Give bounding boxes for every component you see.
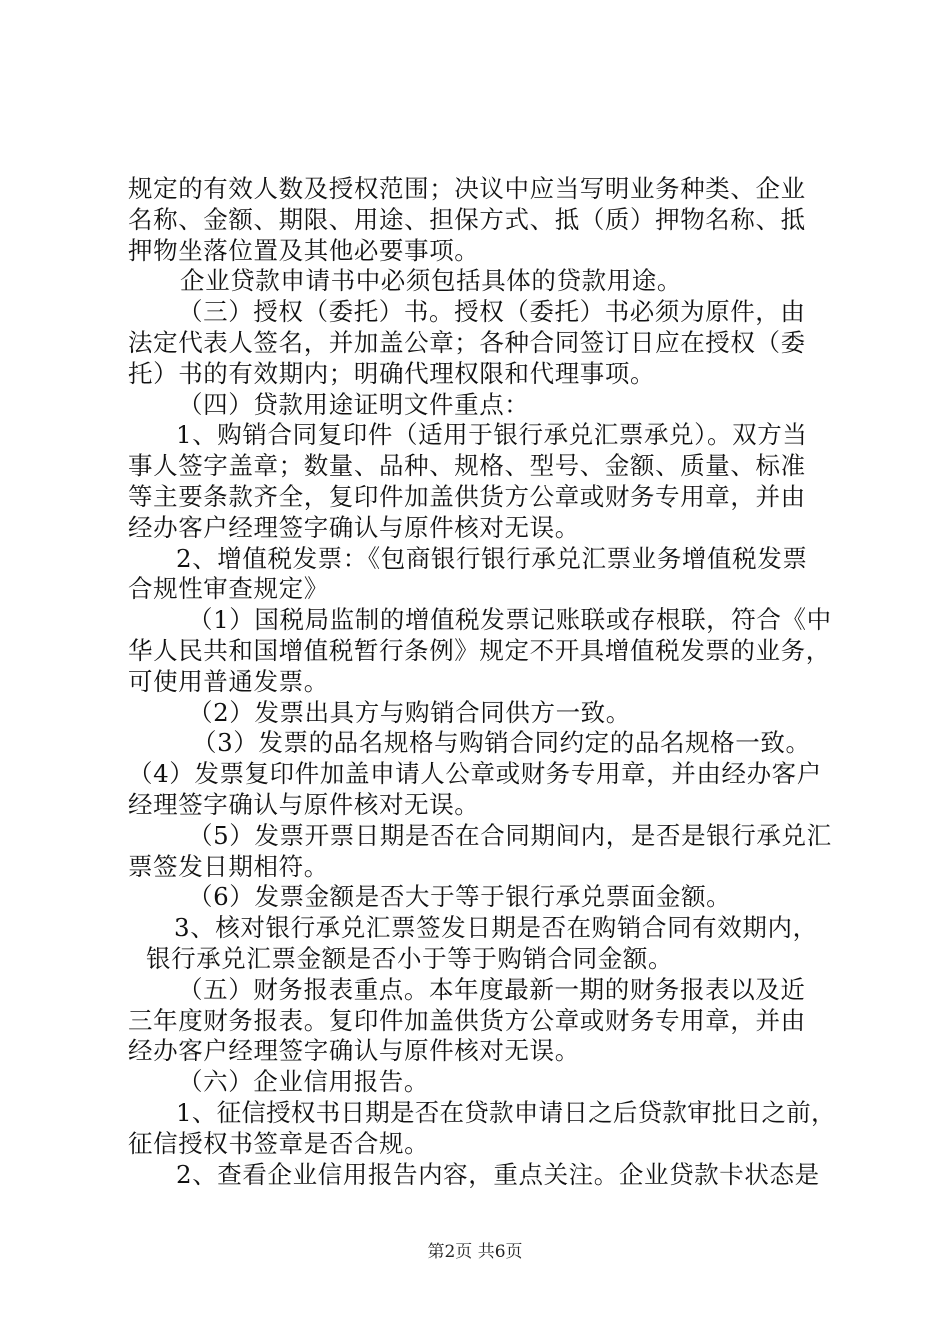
text-line: （1）国税局监制的增值税发票记账联或存根联，符合《中 [188,605,832,635]
text-line: 经办客户经理签字确认与原件核对无误。 [128,512,580,542]
text-line: 2、查看企业信用报告内容，重点关注。企业贷款卡状态是 [176,1159,820,1189]
text-line: 事人签字盖章；数量、品种、规格、型号、金额、质量、标准 [128,451,806,481]
text-line: （6）发票金额是否大于等于银行承兑票面金额。 [188,882,732,912]
text-line: 名称、金额、期限、用途、担保方式、抵（质）押物名称、抵 [128,204,806,234]
text-line: 1、购销合同复印件（适用于银行承兑汇票承兑）。双方当 [176,420,808,450]
text-line: 票签发日期相符。 [128,851,329,881]
text-line: 银行承兑汇票金额是否小于等于购销合同金额。 [146,943,674,973]
text-line: 经理签字确认与原件核对无误。 [128,789,480,819]
text-line: 征信授权书签章是否合规。 [128,1128,430,1158]
text-line: （5）发票开票日期是否在合同期间内，是否是银行承兑汇 [188,820,832,850]
text-line: 合规性审查规定》 [128,574,329,604]
text-line: 押物坐落位置及其他必要事项。 [128,235,480,265]
text-line: （3）发票的品名规格与购销合同约定的品名规格一致。 [192,728,811,758]
text-line: 华人民共和国增值税暂行条例》规定不开具增值税发票的业务， [128,635,831,665]
text-line: 规定的有效人数及授权范围；决议中应当写明业务种类、企业 [128,174,806,203]
page-footer: 第2页 共6页 [427,1242,523,1262]
text-line: 经办客户经理签字确认与原件核对无误。 [128,1036,580,1066]
text-line: 等主要条款齐全，复印件加盖供货方公章或财务专用章，并由 [128,481,806,511]
text-line: 托）书的有效期内；明确代理权限和代理事项。 [128,358,656,388]
text-line: （2）发票出具方与购销合同供方一致。 [188,697,631,727]
text-line: 2、增值税发票：《包商银行银行承兑汇票业务增值税发票 [176,543,808,573]
text-line: 企业贷款申请书中必须包括具体的贷款用途。 [180,266,682,296]
text-line: 三年度财务报表。复印件加盖供货方公章或财务专用章，并由 [128,1005,806,1035]
text-line: 3、核对银行承兑汇票签发日期是否在购销合同有效期内， [174,913,818,943]
text-line: 1、征信授权书日期是否在贷款申请日之后贷款审批日之前， [176,1097,836,1127]
text-line: （四）贷款用途证明文件重点： [178,389,530,419]
document-body [128,174,836,1190]
text-line: 可使用普通发票。 [128,666,329,696]
text-line: 法定代表人签名，并加盖公章；各种合同签订日应在授权（委 [128,327,806,357]
text-line: （三）授权（委托）书。授权（委托）书必须为原件，由 [178,297,806,327]
text-line: （五）财务报表重点。本年度最新一期的财务报表以及近 [178,974,806,1004]
text-line: （4）发票复印件加盖申请人公章或财务专用章，并由经办客户 [128,759,822,789]
text-line: （六）企业信用报告。 [178,1067,429,1097]
